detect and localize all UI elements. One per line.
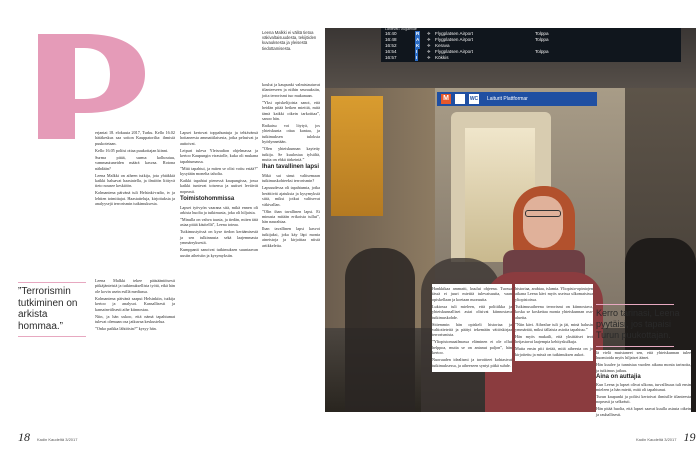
paragraph: Tutkimustyössä on kyse tiedon keräämisestä ja sen tulkinnasta sekä laajemmasta ymmärryksestä. [180,229,258,246]
paragraph: Kolmantena päivänä saapui Helsinkiin, tutkija kertoo ja analysoi. Kansallisesti ja kansainvälisesti aihe kiinnostaa. [95,295,175,312]
paragraph: Niin, ja hän uskoo, että nämä tapahtumat tulevat olemaan osa jatkuvaa keskustelua. [95,313,175,325]
paragraph: ”Yliopistomaailmassa eläminen ei ole ollut helppoa, mutta se on antanut paljon”, hän kertoo. [432,339,512,356]
page-number: 18 [18,430,30,444]
paragraph: Hän pitää huolta, että lapset saavat kuulla asiasta oikein ja rauhallisesti. [596,406,691,417]
pullquote: ”Terrorismin tutkiminen on arkista hommaa.” [18,286,78,332]
paragraph: Ihan tavallinen lapsi kasvoi tutkijaksi, joka käy läpi monia aineistoja ja kirjoittaa niistä artikkeleita. [262,226,320,248]
pullquote-rule-bottom [596,346,674,347]
departure-time: 16:52 [385,43,397,48]
blue-sign [437,92,597,106]
left-column-1-top [95,130,175,208]
metro-icon: M [441,94,451,104]
paragraph: Surma pitää, surma kolhoutuu, vammautuneiden määrä kasvaa. Rotona nähdään? [95,154,175,171]
paragraph: Leipuri tuleva Yleisradion ohjelmassa ja kertoo Kaupungin virastolle, kuka oli mukana tapahtumassa. [180,147,258,164]
subheading: Aina on auttajia [596,374,641,381]
paragraph: Lapset työvyön vaarana sitä, mikä ennen oli arkista huolta ja tutkimusta, joka oli hiljaista. [180,204,258,216]
airplane-icon: ✈ [427,49,431,54]
airplane-icon: ✈ [427,37,431,42]
track: Tolppa [535,49,549,54]
pullquote-rule-top [596,304,674,305]
left-column-3 [262,82,320,250]
paragraph: ”Yksi opiskelijoista sanoi, että heidän pitää hetken miettiä, mitä tämä kaikki oikein tarkoittaa”, sanoo hän. [262,99,320,122]
paragraph: ”Olen yhteiskunnan kaytetty tutkija. Se kuulostaa tylsältä, mutta on ehkä tärkeintä.” [262,146,320,163]
destination: Flygplatsen Airport [435,49,474,54]
destination: Kerava [435,43,450,48]
paragraph: Sittemmin hän opiskeli historiaa ja valtiotieteitä ja päätyi tekemään väitöskirjaa terrorismista. [432,321,512,338]
airplane-icon: ✈ [427,43,431,48]
paragraph: historiaa, arabiaa, islamia. Yliopisto-opintojen aikana Leena kävi myös useissa ulkomaisissa yliopistoissa. [515,286,593,302]
destination: Kökkis [435,55,449,60]
paragraph: Hän kuulee ja tunnistaa vuoden aikana monia tarinoita, ja tutkimus jatkuu. [596,362,691,373]
pullquote: Kerro tarinasi, Leena pyytäisi, jos tapaisi Turun puukottajan. [596,308,680,340]
crowd-left [345,248,415,412]
right-article-column-3 [596,350,691,419]
paragraph: koulut ja kaupunki valmistautuvat tilanteeseen ja niihin seurauksiin, joita terrorismi tuo mukanaan. [262,82,320,98]
pullquote-rule-bottom [18,336,86,337]
photo-caption: Leena Malkki ei välitä tietoa väkivaltaisuudesta, tekijöiden kuvauksesta ja yleisestä tiedottamisesta. [262,30,317,51]
paragraph: Mikä sai sinut valitsemaan tutkimuskohteeksi terrorismin? [262,172,320,184]
paragraph: ”Onko paikka lähtöisin?” kysyy hän. [95,326,157,332]
departure-time: 16:48 [385,37,397,42]
paragraph: Kello 16.05 poliisi ottaa puukottajan kiinni. [95,147,169,153]
paragraph: ”Mitä tapahtui, ja miten se olisi voitu estää?” kysytään monelta taholta. [180,165,258,177]
orange-pillar [331,96,383,216]
track: Tolppa [535,31,549,36]
line-letter-badge: K [416,43,420,48]
paragraph: Kolmantena päivänä tuli Helsinki-radio, tv ja lehtien toimittajat. Haastatteluja, kirjoituksia ja analyysejä terrorismin tutkimuksesta. [95,190,175,207]
paragraph: erjantai 18. elokuuta 2017, Turku. Kello 16.02 hätäkeskus saa soiton Kauppatorilta: ihmisiä puukotetaan. [95,130,175,146]
subheading: Ihan tavallinen lapsi [262,164,320,171]
left-column-2 [180,130,258,260]
paragraph: Leena Malkki on aiheen tutkija, jota yhtäkkiä kaikki haluavat haastatella, ja ilmiöön liittyvä tieto nousee keskiöön. [95,172,175,189]
board-rows [385,31,677,61]
right-article-column-2 [515,284,593,361]
paragraph: Kaikki tapahtui pienessä kaupungissa, jossa kaikki tuntevat toisensa ja uutiset leviävät nopeasti. [180,178,258,194]
departure-board [381,28,681,62]
airplane-icon: ✈ [427,55,431,60]
airplane-icon: ✈ [427,31,431,36]
footer-text: Kadin Kaudeltä 3/2017 [37,437,78,442]
paragraph: Lapset kertovat toppahuntuja ja tehtävänsä hoitaneesta ammattilaisesta, jotka pelasivat ja auttoivat. [180,130,258,146]
track: Tolppa [535,37,549,42]
right-footer [636,428,695,446]
paragraph: Hankkikaa ammatti, kuului ohjeena. Tuossa iässä ei juuri mietitä tulevaisuutta, vaan opiskellaan ja koetaan nuoruutta. [432,286,512,302]
paragraph: Leena Malkki tekee pääsääntöisesti pitkäjänteistä ja tutkimuksellista työtä, eikä hän ole kovin usein esillä mediassa. [95,278,175,294]
woman-face [523,196,563,248]
board-row [385,55,677,61]
page-number: 19 [683,430,696,444]
line-letter-badge: I [416,55,418,60]
paragraph: Mutta ensin piti tietää, mitä aiheesta on jo kirjoitettu ja missä on tutkimuksen aukot. [515,346,593,357]
departure-time: 16:40 [385,31,397,36]
paragraph: ”Olin ihan tavallinen lapsi. Ei minusta mitään erikoista tullut”, hän naurahtaa. [262,208,320,225]
departure-time: 16:54 [385,49,397,54]
paragraph: Lukiossa tuli mieleen, että politiikka ja yhteiskunnalliset asiat olisivat kiinnostava tutkimuskohde. [432,303,512,320]
board-header: Lähtevät / Avgående [385,28,417,31]
right-article-column-1 [432,284,512,372]
paragraph: Turun kaupunki ja poliisi kertoivat ihmisille tilanteesta nopeasti ja selkeästi. [596,394,691,405]
paragraph: Ratkaisu voi löytyä, jos yhteiskunta ottaa kantaa, ja tutkimuksen tuloksia hyödynnetään. [262,123,320,145]
line-letter-badge: I [416,49,418,54]
paragraph: Nuoruuden idealismi ja tavoitteet kohtasivat tutkimuksessa, ja aiheeseen syntyi pitkä suhde. [432,357,512,368]
paragraph: Kumppanit sanoivat tutkimuksen suuntaavan uusiin aiheisiin ja kysymyksiin. [180,247,258,258]
sign-text: Laiturit Plattformar [487,96,528,102]
paragraph: ”Minulla on vahva tausta, ja tiedän, miten tätä asiaa pitää käsitellä”, Leena toteaa. [180,217,258,228]
paragraph: lä vielä muistaneet sen, että yhteiskunnan tulee huomioida myös hiljaiset äänet. [596,350,691,361]
paragraph: ”Niin kävi. Aihealue tuli ja jäi, minä halusin ymmärtää, miksi tällaisia asioita tapahtuu.” [515,321,593,333]
line-letter-badge: A [416,37,420,42]
left-column-1-bottom [95,278,175,333]
paragraph: Hän myös mukaili, että yksittäiset teot heijastavat laajempia kehityskulkuja. [515,334,593,345]
departure-time: 16:57 [385,55,397,60]
wc-icon: WC [469,96,479,102]
bus-icon [455,94,465,104]
footer-text: Kadin Kaudeltä 3/2017 [636,437,677,442]
paragraph: Kun Leena ja lapset olivat ulkona, turvallisuus tuli ensin mieleen ja hän mietti, mitä oli tapahtunut. [596,381,691,393]
woman-glasses [525,210,561,217]
paragraph: Lapsuudessa oli tapahtumia, jotka herättivät ajatuksia ja kysymyksiä siitä, miksi jotkut valitsevat väkivallan. [262,185,320,207]
left-footer [18,428,77,446]
destination: Flygplatsen Airport [435,31,474,36]
dropcap-letter [30,34,150,139]
line-letter-badge: R [416,31,420,36]
subheading: Toimistohommissa [180,196,235,203]
paragraph: Tutkimusaiheena terrorismi on kiinnostava, koska se koskettaa monia yhteiskunnan osa-alueita. [515,303,593,320]
destination: Flygplatsen Airport [435,37,474,42]
pullquote-rule-top [18,282,86,283]
